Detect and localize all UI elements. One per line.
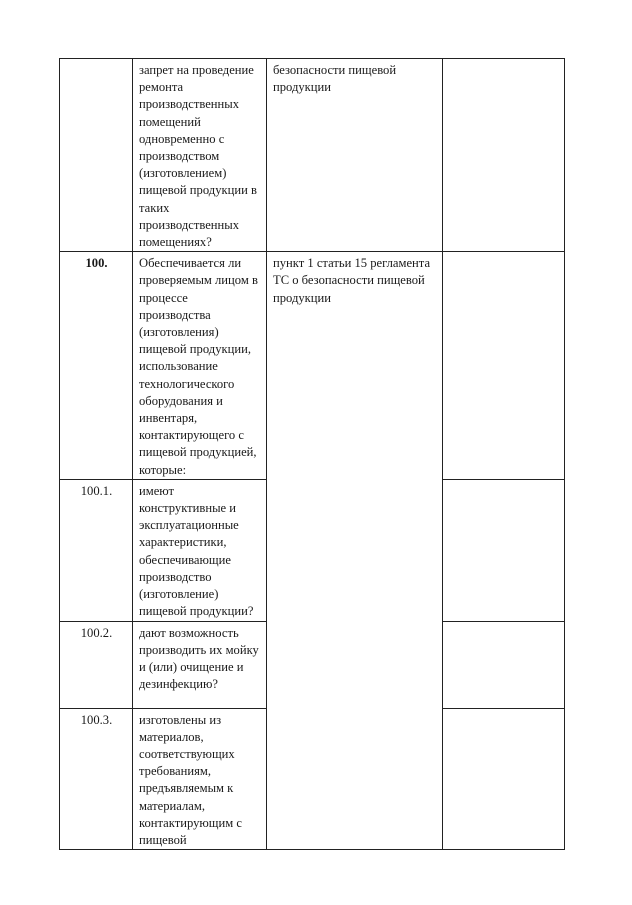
requirement-question-cell: Обеспечивается ли проверяемым лицом в процессе производства (изготовления) пищевой продукции, использование технологического оборудования и инвентаря, контактирующего с пищевой продукцией, которые: [133, 252, 267, 480]
note-cell [443, 621, 565, 708]
note-cell [443, 708, 565, 850]
item-number-cell [60, 59, 133, 252]
note-cell [443, 252, 565, 480]
requirement-question-cell: дают возможность производить их мойку и (или) очищение и дезинфекцию? [133, 621, 267, 708]
table-row [60, 252, 565, 480]
legal-reference-text: пункт 1 статьи 15 регламента ТС о безопасности пищевой продукции [273, 256, 431, 305]
note-cell [443, 59, 565, 252]
item-number-cell: 100.3. [60, 708, 133, 850]
item-number-cell: 100.2. [60, 621, 133, 708]
legal-reference-cell [267, 252, 443, 850]
requirement-question-cell: имеют конструктивные и эксплуатационные характеристики, обеспечивающие производство (изготовление) пищевой продукции? [133, 479, 267, 621]
table-row [60, 59, 565, 252]
requirement-question-cell: изготовлены из материалов, соответствующих требованиям, предъявляемым к материалам, контактирующим с пищевой [133, 708, 267, 850]
legal-reference-cell: безопасности пищевой продукции [267, 59, 443, 252]
requirement-question-cell: запрет на проведение ремонта производственных помещений одновременно с производством (изготовлением) пищевой продукции в таких производственных помещениях? [133, 59, 267, 252]
note-cell [443, 479, 565, 621]
checklist-table [59, 58, 565, 850]
item-number-cell: 100.1. [60, 479, 133, 621]
item-number-cell: 100. [60, 252, 133, 480]
